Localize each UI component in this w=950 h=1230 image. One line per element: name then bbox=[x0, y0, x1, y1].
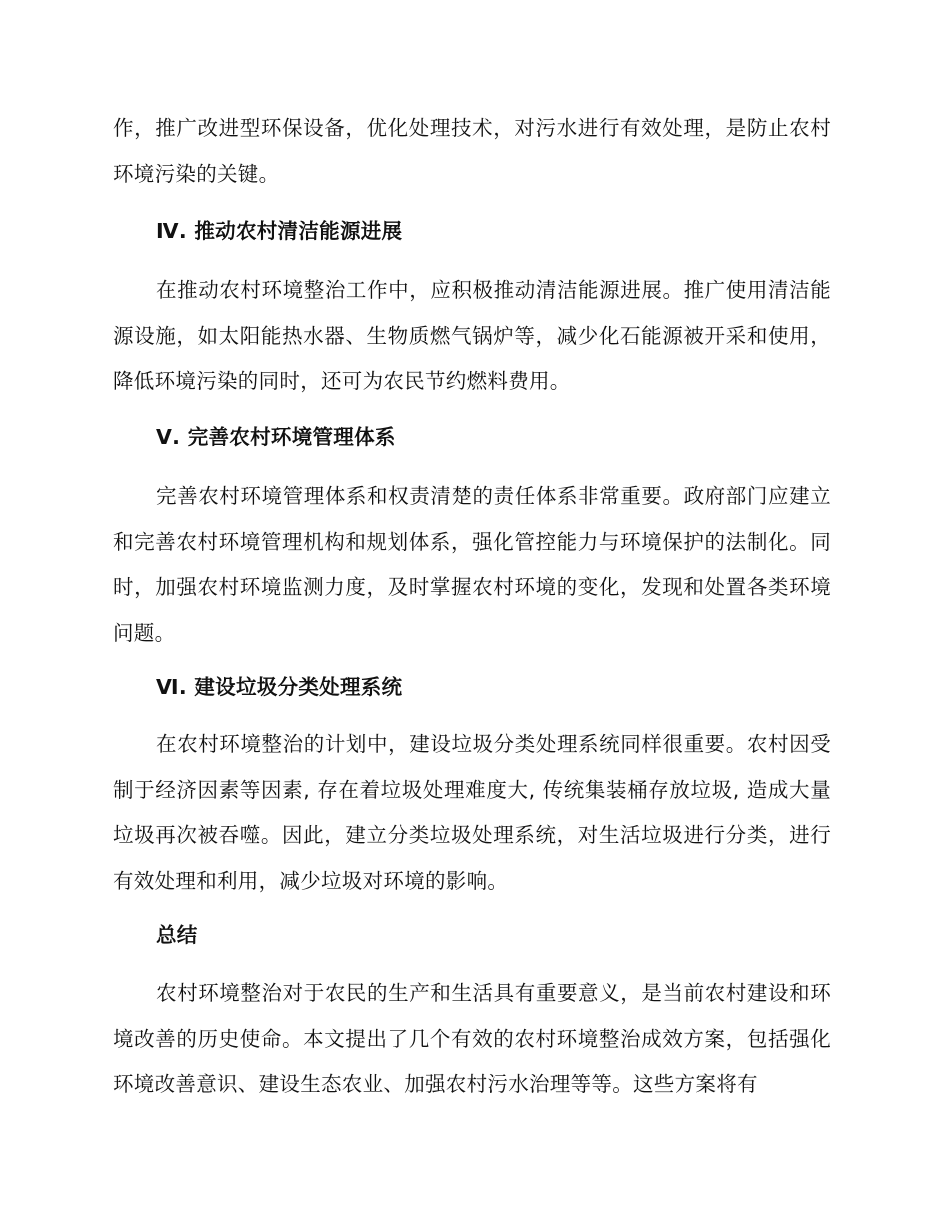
paragraph-section-6: 在农村环境整治的计划中，建设垃圾分类处理系统同样很重要。农村因受制于经济因素等因素, 存在着垃圾处理难度大, 传统集装桶存放垃圾, 造成大量垃圾再次被吞噬。因此，建立分类垃圾处理系统，对生活垃圾进行分类，进行有效处理和利用，减少垃圾对环境的影响。 bbox=[113, 732, 831, 893]
paragraph-section-5: 完善农村环境管理体系和权责清楚的责任体系非常重要。政府部门应建立和完善农村环境管理机构和规划体系，强化管控能力与环境保护的法制化。同时，加强农村环境监测力度，及时掌握农村环境的变化，发现和处置各类环境问题。 bbox=[113, 484, 831, 645]
section-heading-4: Ⅳ. 推动农村清洁能源进展 bbox=[156, 219, 403, 243]
paragraph-continuation: 作，推广改进型环保设备，优化处理技术，对污水进行有效处理，是防止农村环境污染的关键。 bbox=[113, 116, 831, 186]
section-heading-6: Ⅵ. 建设垃圾分类处理系统 bbox=[156, 675, 403, 699]
section-heading-5: Ⅴ. 完善农村环境管理体系 bbox=[156, 425, 396, 449]
paragraph-summary: 农村环境整治对于农民的生产和生活具有重要意义，是当前农村建设和环境改善的历史使命。本文提出了几个有效的农村环境整治成效方案，包括强化环境改善意识、建设生态农业、加强农村污水治理等等。这些方案将有 bbox=[113, 981, 831, 1096]
paragraph-section-4: 在推动农村环境整治工作中，应积极推动清洁能源进展。推广使用清洁能源设施，如太阳能热水器、生物质燃气锅炉等，减少化石能源被开采和使用，降低环境污染的同时，还可为农民节约燃料费用。 bbox=[113, 278, 831, 393]
section-heading-summary: 总结 bbox=[156, 923, 198, 947]
